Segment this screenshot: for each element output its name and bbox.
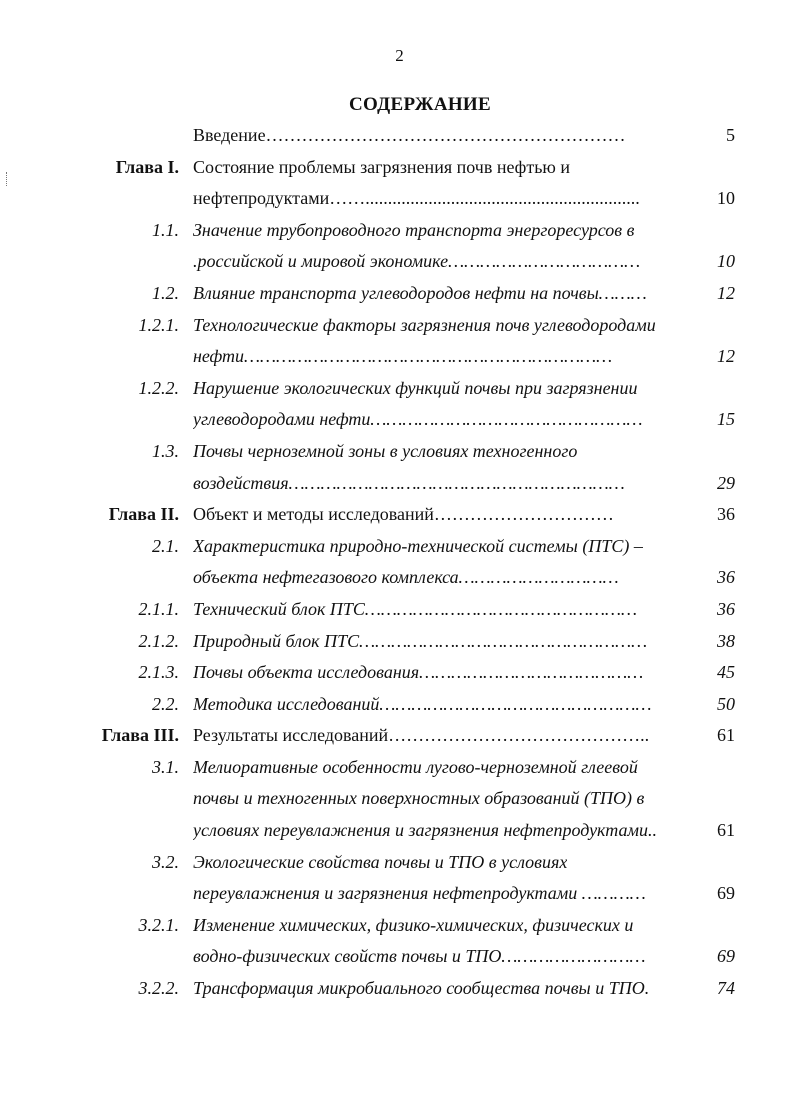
toc-entry xyxy=(0,152,799,184)
toc-entry-text: Характеристика природно-технической системы (ПТС) – xyxy=(193,535,643,556)
toc-entry-page: 74 xyxy=(717,978,735,999)
toc-entry-text: Нарушение экологических функций почвы при загрязнении xyxy=(193,377,638,398)
toc-entry-text: водно-физических свойств почвы и ТПО……………………… xyxy=(193,946,646,967)
toc-entry-text: углеводородами нефти…………………………………………… xyxy=(193,409,643,430)
toc-entry-page: 36 xyxy=(717,567,735,588)
toc-entry xyxy=(0,941,799,973)
toc-entry-number: 3.2.1. xyxy=(138,914,179,935)
toc-entry-page: 50 xyxy=(717,693,735,714)
toc-entry-number: 1.3. xyxy=(152,440,179,461)
toc-entry-text: Природный блок ПТС……………………………………………… xyxy=(193,630,648,651)
toc-entry xyxy=(0,499,799,531)
toc-entry-text: объекта нефтегазового комплекса………………………… xyxy=(193,567,619,588)
toc-entry xyxy=(0,626,799,658)
toc-entry-text: нефти…………………………………………………………… xyxy=(193,346,613,367)
toc-entry-text: нефтепродуктами……............................................................. xyxy=(193,188,640,209)
toc-entry-number: 1.2.2. xyxy=(138,377,179,398)
toc-entry-text: Трансформация микробиального сообщества почвы и ТПО. xyxy=(193,978,650,999)
toc-entry-page: 69 xyxy=(717,946,735,967)
toc-entry-text: Состояние проблемы загрязнения почв нефтью и xyxy=(193,156,570,177)
toc-entry xyxy=(0,562,799,594)
toc-entry-text: Почвы черноземной зоны в условиях техногенного xyxy=(193,440,578,461)
toc-entry-text: Почвы объекта исследования…………………………………… xyxy=(193,662,644,683)
toc-entry-text: Введение…………………………………………………… xyxy=(193,125,626,145)
toc-entry-number: 3.1. xyxy=(152,756,179,777)
toc-entry-page: 12 xyxy=(717,282,735,303)
toc-entry-text: Мелиоративные особенности лугово-черноземной глеевой xyxy=(193,756,638,777)
page-number: 2 xyxy=(395,46,404,65)
toc-entry xyxy=(0,878,799,910)
toc-entry-page: 10 xyxy=(717,251,735,272)
toc-entry-page: 5 xyxy=(726,125,735,145)
toc-entry xyxy=(0,720,799,752)
toc-entry-text: воздействия……………………………………………………… xyxy=(193,472,625,493)
toc-entry xyxy=(0,468,799,500)
toc-entry-number: 2.1.1. xyxy=(138,598,179,619)
toc-entry-text: Влияние транспорта углеводородов нефти на почвы……… xyxy=(193,282,647,303)
toc-entry-text: Технологические факторы загрязнения почв углеводородами xyxy=(193,314,656,335)
toc-entry xyxy=(0,910,799,942)
toc-entry-text: Изменение химических, физико-химических, физических и xyxy=(193,914,634,935)
toc-entry-text: Методика исследований…………………………………………… xyxy=(193,693,652,714)
toc-entry-text: Значение трубопроводного транспорта энергоресурсов в xyxy=(193,219,635,240)
toc-entry-number: 1.1. xyxy=(152,219,179,240)
toc-entry-page: 29 xyxy=(717,472,735,493)
toc-entry-page: 12 xyxy=(717,346,735,367)
toc-entry-text: почвы и техногенных поверхностных образований (ТПО) в xyxy=(193,788,645,809)
toc-entry-page: 61 xyxy=(717,820,735,841)
toc-title: СОДЕРЖАНИЕ xyxy=(349,94,491,115)
toc-entry-text: Технический блок ПТС…………………………………………… xyxy=(193,598,637,619)
table-of-contents xyxy=(0,120,799,1005)
toc-entry-number: Глава III. xyxy=(101,725,179,746)
toc-entry-number: Глава II. xyxy=(108,504,179,525)
toc-entry-number: 1.2. xyxy=(152,282,179,303)
toc-entry-number: 2.1. xyxy=(152,535,179,556)
toc-entry-text: переувлажнения и загрязнения нефтепродуктами ………… xyxy=(193,883,646,904)
toc-entry-text: условиях переувлажнения и загрязнения нефтепродуктами.. xyxy=(193,820,657,841)
toc-entry xyxy=(0,783,799,815)
toc-entry xyxy=(0,341,799,373)
toc-entry xyxy=(0,847,799,879)
toc-entry xyxy=(0,246,799,278)
toc-entry xyxy=(0,120,799,152)
toc-entry-text: Объект и методы исследований………………………… xyxy=(193,504,614,525)
toc-entry xyxy=(0,815,799,847)
toc-entry-text: Результаты исследований…………………………………….. xyxy=(193,725,650,746)
toc-entry-page: 36 xyxy=(717,504,735,525)
toc-entry xyxy=(0,973,799,1005)
toc-entry xyxy=(0,436,799,468)
toc-entry xyxy=(0,310,799,342)
toc-entry-page: 45 xyxy=(717,662,735,683)
toc-entry-number: 1.2.1. xyxy=(138,314,179,335)
toc-entry-page: 61 xyxy=(717,725,735,746)
toc-entry xyxy=(0,689,799,721)
toc-entry-page: 38 xyxy=(717,630,735,651)
toc-entry xyxy=(0,278,799,310)
toc-entry xyxy=(0,373,799,405)
toc-entry-number: 3.2. xyxy=(152,851,179,872)
toc-entry-text: Экологические свойства почвы и ТПО в условиях xyxy=(193,851,568,872)
toc-entry-number: 2.1.3. xyxy=(138,662,179,683)
toc-entry-number: 2.1.2. xyxy=(138,630,179,651)
toc-entry xyxy=(0,752,799,784)
toc-entry-page: 36 xyxy=(717,598,735,619)
toc-entry-text: .российской и мировой экономике……………………………… xyxy=(193,251,641,272)
toc-entry-number: Глава I. xyxy=(115,156,179,177)
toc-entry xyxy=(0,531,799,563)
toc-entry-page: 69 xyxy=(717,883,735,904)
toc-entry-number: 3.2.2. xyxy=(138,978,179,999)
toc-entry-number: 2.2. xyxy=(152,693,179,714)
toc-entry xyxy=(0,594,799,626)
toc-entry-page: 15 xyxy=(717,409,735,430)
toc-entry xyxy=(0,404,799,436)
toc-entry xyxy=(0,215,799,247)
toc-entry xyxy=(0,183,799,215)
toc-entry-page: 10 xyxy=(717,188,735,209)
toc-entry xyxy=(0,657,799,689)
